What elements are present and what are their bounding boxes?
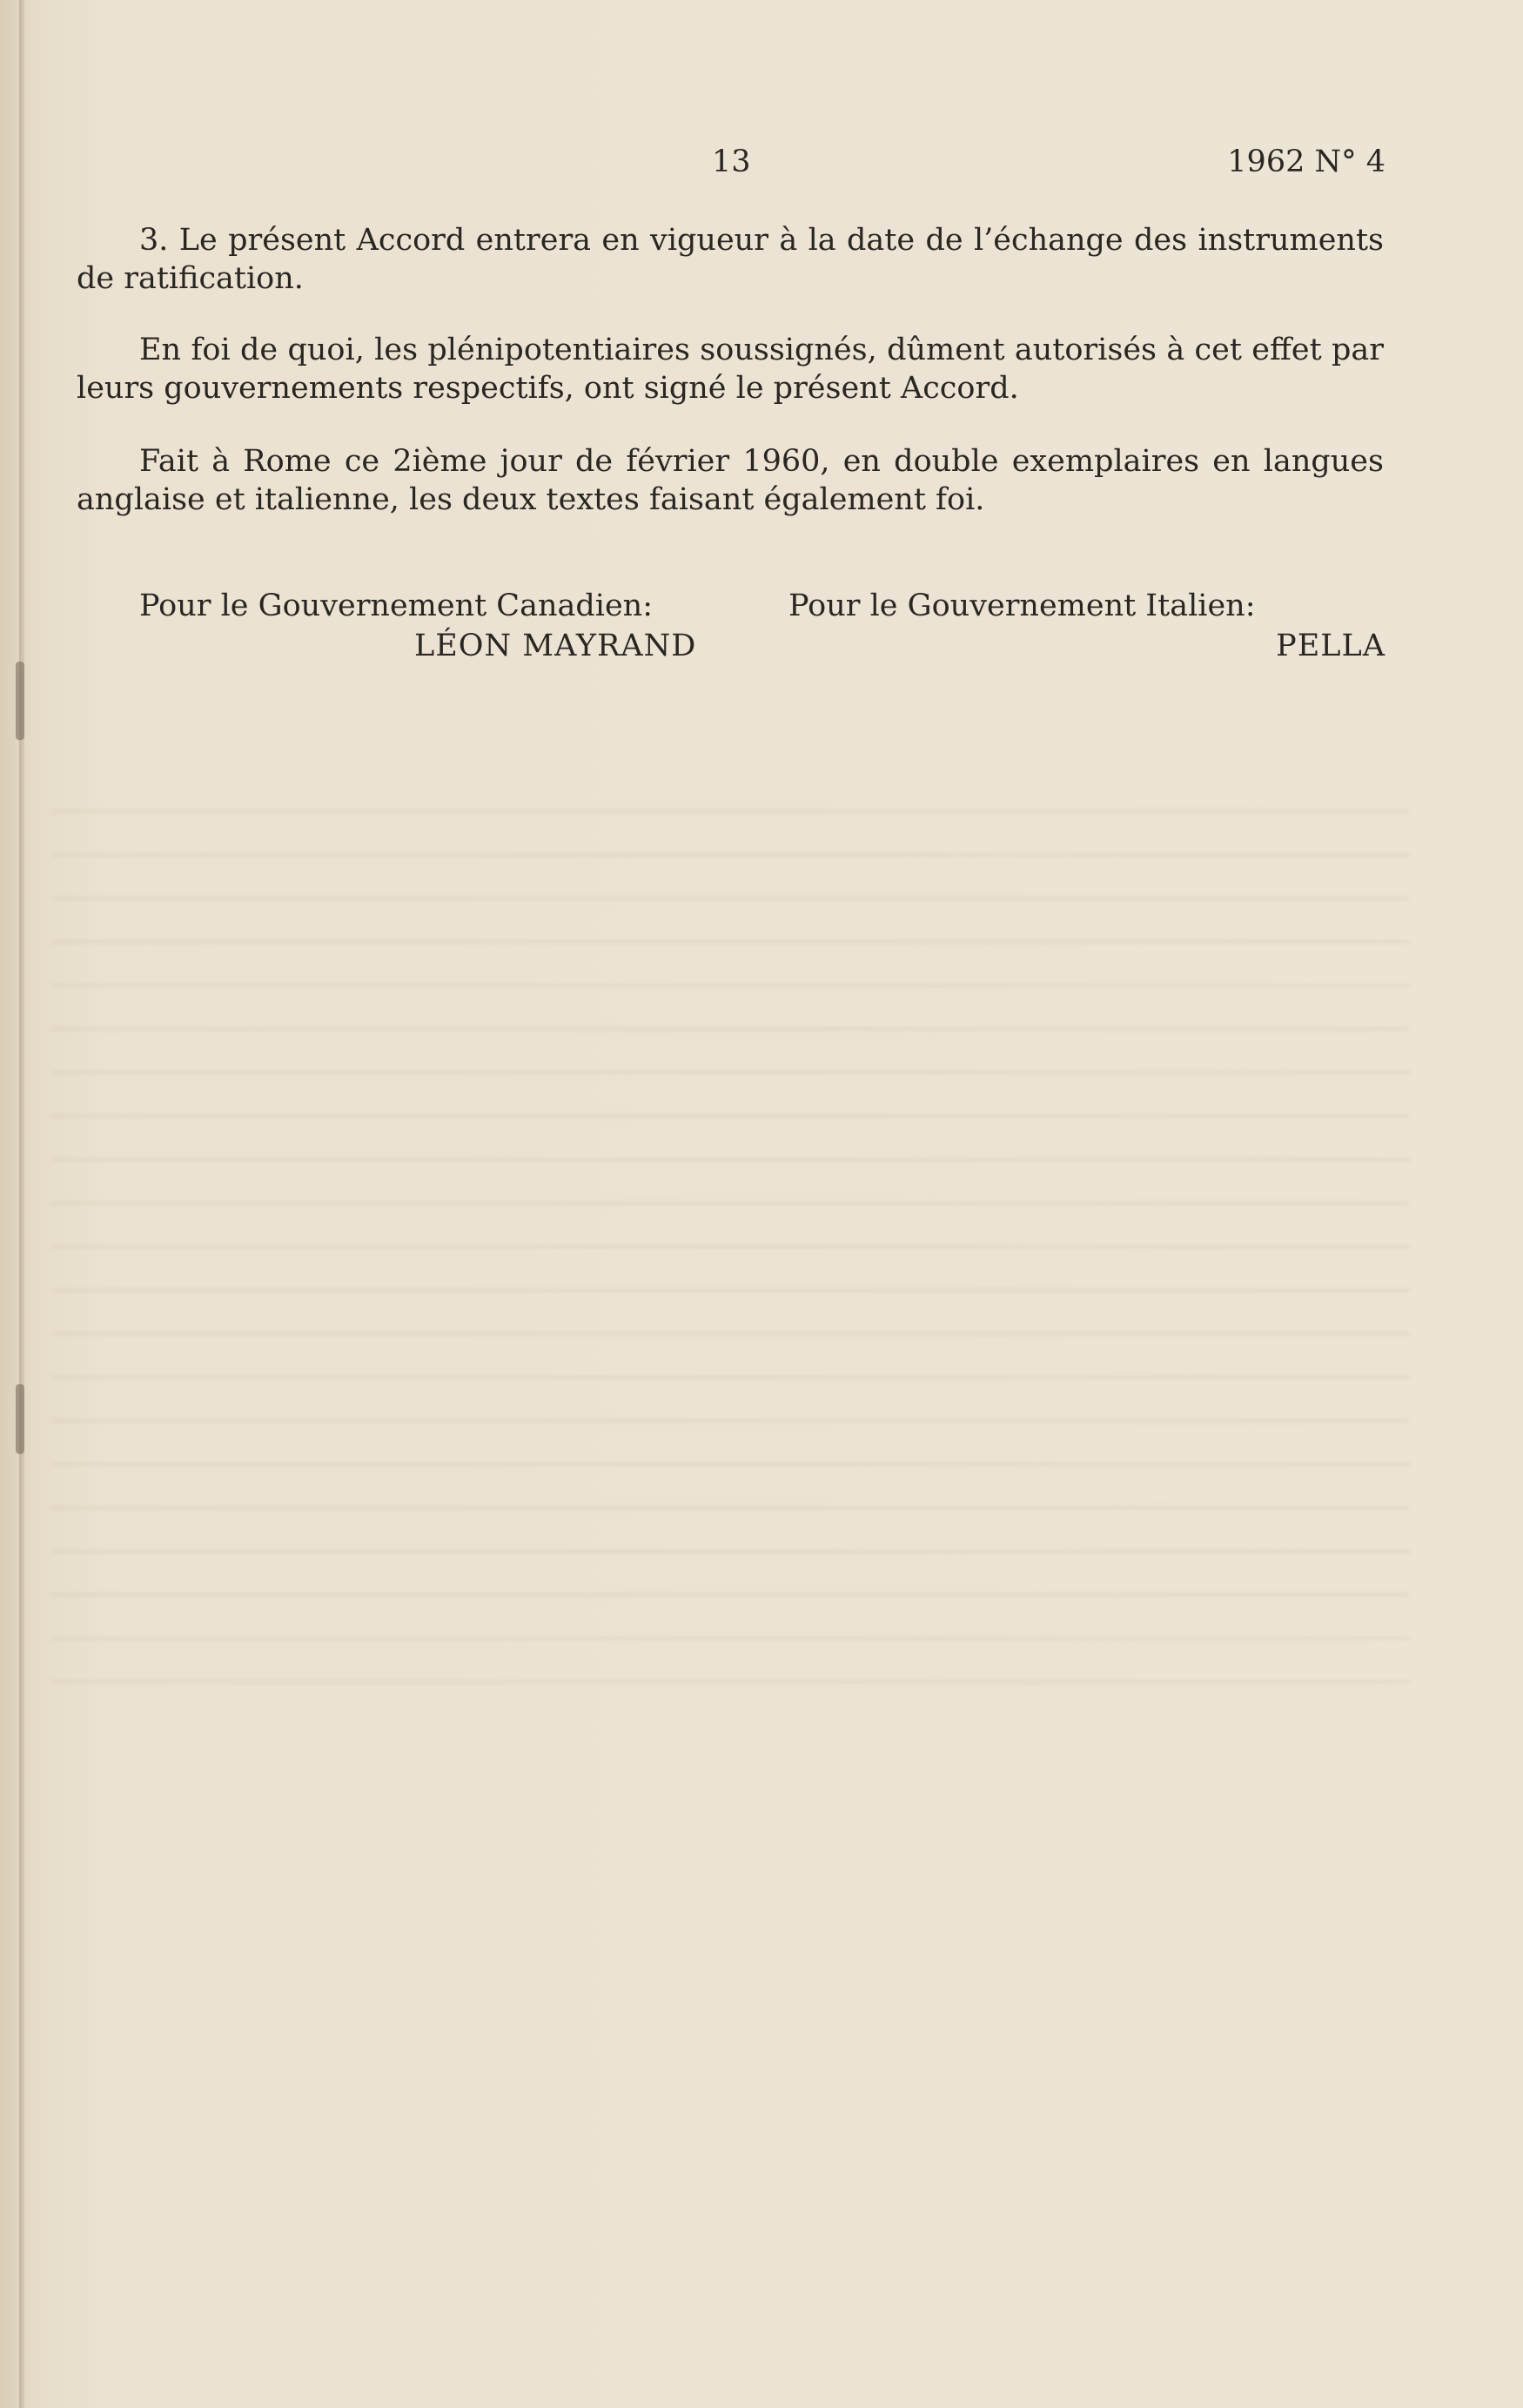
signature-label-canada: Pour le Gouvernement Canadien: [139, 589, 654, 623]
paragraph-entry-into-force: 3. Le présent Accord entrera en vigueur à la date de l’échange des instruments de ratification. [77, 223, 1384, 296]
signatory-name-canada: LÉON MAYRAND [414, 629, 697, 663]
bleed-through-texture [52, 784, 1410, 1698]
paragraph-in-witness: En foi de quoi, les plénipotentiaires soussignés, dûment autorisés à cet effet par leurs gouvernements respectifs, ont signé le présent Accord. [77, 333, 1384, 406]
page-header [0, 145, 1523, 183]
margin-mark [16, 1384, 24, 1454]
paragraph-done-at-rome: Fait à Rome ce 2ième jour de février 1960, en double exemplaires en langues anglaise et italienne, les deux textes faisant également foi. [77, 444, 1384, 517]
binding-edge [19, 0, 24, 2408]
signature-label-italy: Pour le Gouvernement Italien: [788, 589, 1256, 623]
margin-mark [16, 662, 24, 740]
page-number: 13 [712, 145, 751, 179]
signatory-name-italy: PELLA [1276, 629, 1385, 663]
document-reference: 1962 N° 4 [1227, 145, 1385, 179]
